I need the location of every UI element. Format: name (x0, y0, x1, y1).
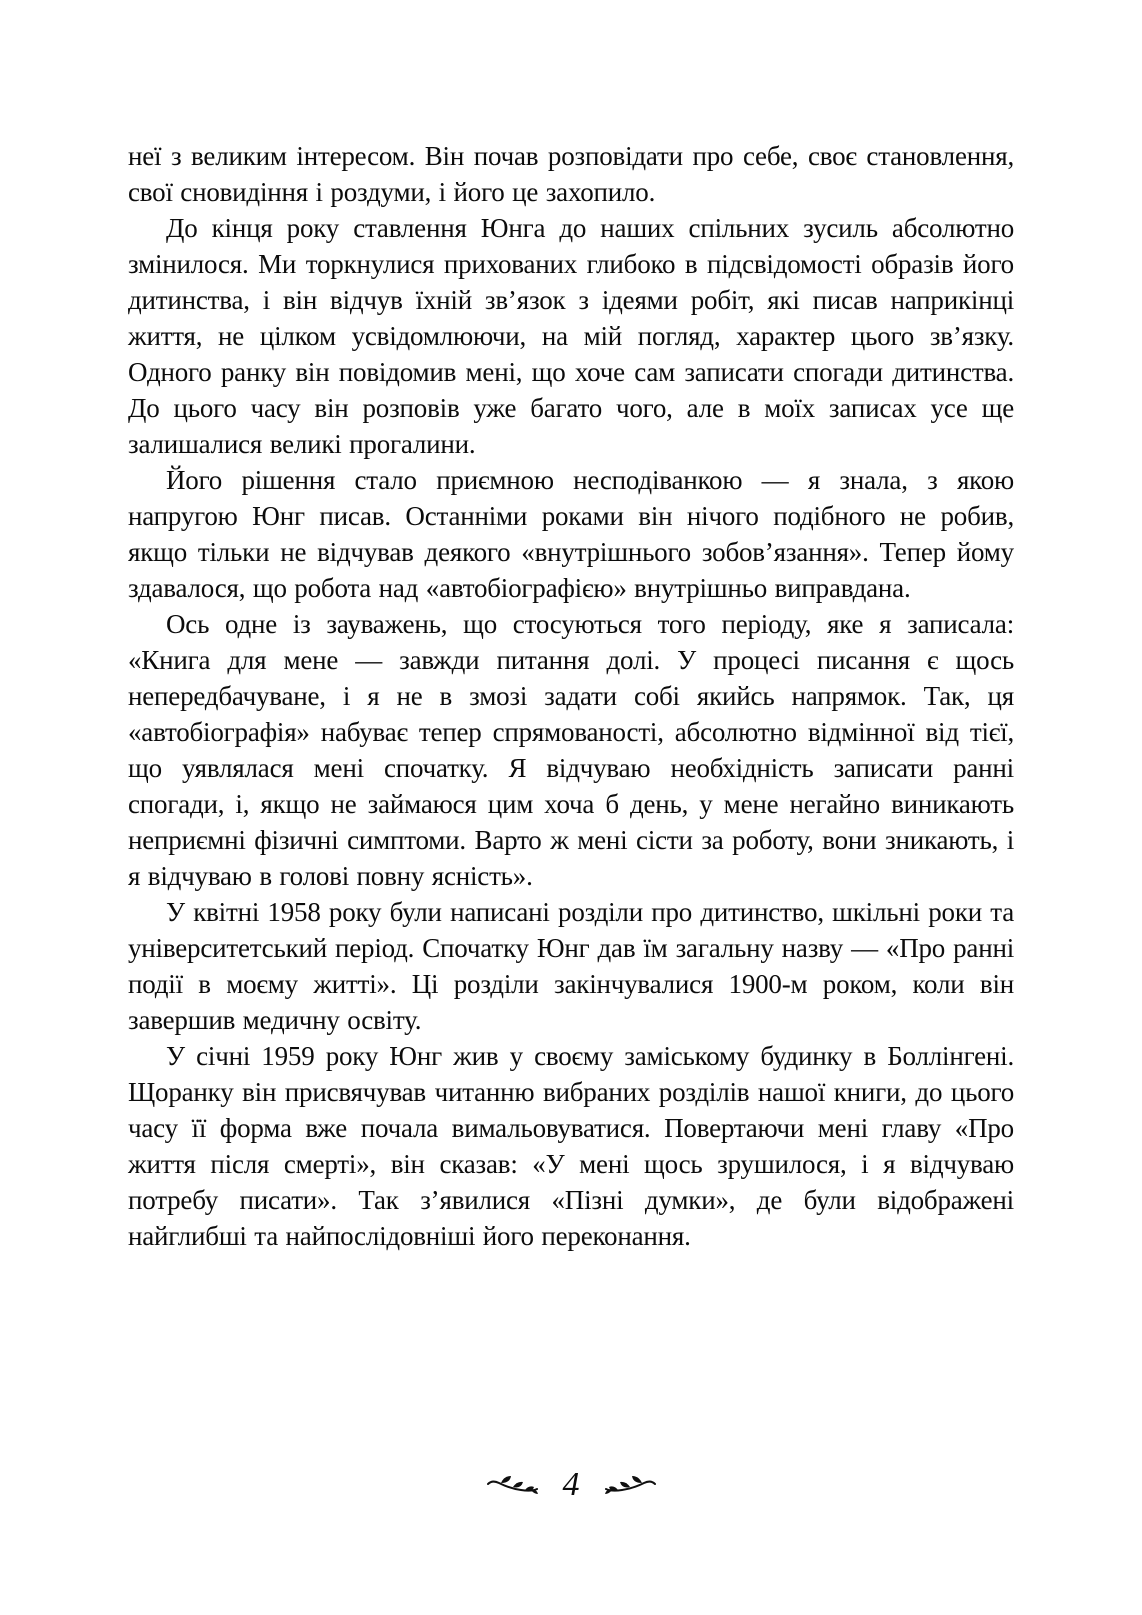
page-text-block (128, 138, 1014, 1254)
floral-flourish-right-icon (604, 1472, 656, 1498)
floral-flourish-left-icon (487, 1472, 539, 1498)
paragraph: Ось одне із зауважень, що стосуються того періоду, яке я записала: «Книга для мене — завжди питання долі. У процесі писання є щось непередбачуване, і я не в змозі задати собі якийсь напрямок. Так, ця «автобіографія» набуває тепер спрямованості, абсолютно відмінної від тієї, що уявлялася мені спочатку. Я відчуваю необхідність записати ранні спогади, і, якщо не займаюся цим хоча б день, у мене негайно виникають неприємні фізичні симптоми. Варто ж мені сісти за роботу, вони зникають, і я відчуваю в голові повну ясність». (128, 609, 1014, 891)
page-footer (0, 1468, 1142, 1502)
paragraph: У січні 1959 року Юнг жив у своєму заміському будинку в Боллінгені. Щоранку він присвячував читанню вибраних розділів нашої книги, до цього часу її форма вже почала вимальовуватися. Повертаючи мені главу «Про життя після смерті», він сказав: «У мені щось зрушилося, і я відчуваю потребу писати». Так з’явилися «Пізні думки», де були відображені найглибші та найпослідовніші його переконання. (128, 1041, 1014, 1251)
paragraph: Його рішення стало приємною несподіванкою — я знала, з якою напругою Юнг писав. Останніми роками він нічого подібного не робив, якщо тільки не відчував деякого «внутрішнього зобов’язання». Тепер йому здавалося, що робота над «автобіографією» внутрішньо виправдана. (128, 465, 1014, 603)
page-number: 4 (562, 1466, 580, 1503)
paragraph: У квітні 1958 року були написані розділи про дитинство, шкільні роки та університетський період. Спочатку Юнг дав їм загальну назву — «Про ранні події в моєму житті». Ці розділи закінчувалися 1900-м роком, коли він завершив медичну освіту. (128, 897, 1014, 1035)
paragraph: неї з великим інтересом. Він почав розповідати про себе, своє становлення, свої сновидіння і роздуми, і його це захопило. (128, 141, 1014, 207)
paragraph: До кінця року ставлення Юнга до наших спільних зусиль абсолютно змінилося. Ми торкнулися прихованих глибоко в підсвідомості образів його дитинства, і він відчув їхній зв’язок з ідеями робіт, які писав наприкінці життя, не цілком усвідомлюючи, на мій погляд, характер цього зв’язку. Одного ранку він повідомив мені, що хоче сам записати спогади дитинства. До цього часу він розповів уже багато чого, але в моїх записах усе ще залишалися великі прогалини. (128, 213, 1014, 459)
